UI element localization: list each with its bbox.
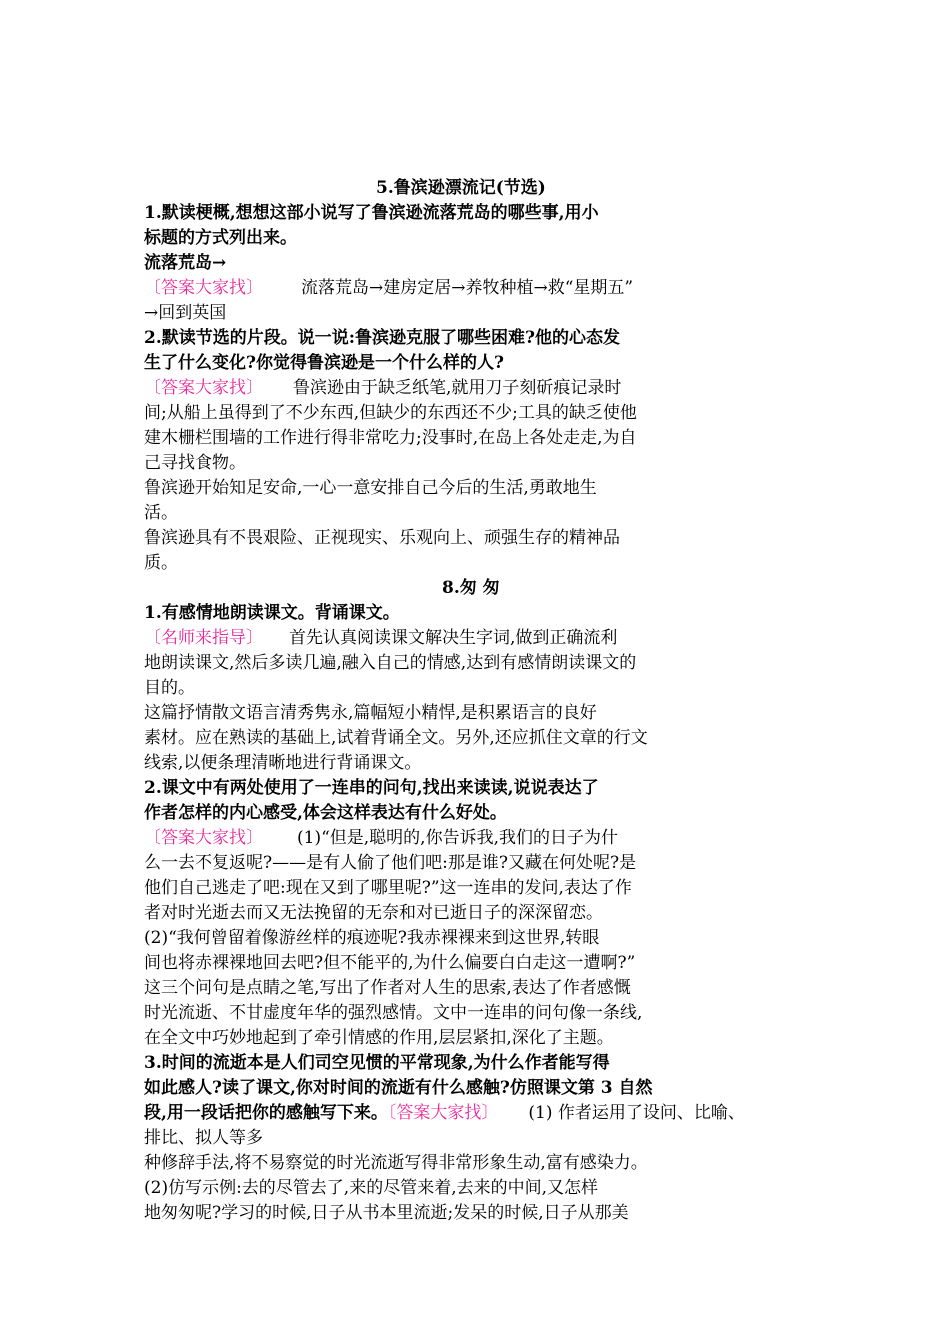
s2-answer-2-line-7: 这三个问句是点睛之笔,写出了作者对人生的思索,表达了作者感慨 — [144, 978, 631, 998]
guidance-line-5: 素材。应在熟读的基础上,试着背诵全文。另外,还应抓住文章的行文 — [144, 728, 648, 748]
s2-answer-2-line-3: 他们自己逃走了吧:现在又到了哪里呢?”这一连串的发问,表达了作 — [144, 878, 632, 898]
question-1-line-1: 1.默读梗概,想想这部小说写了鲁滨逊流落荒岛的哪些事,用小 — [144, 203, 599, 223]
s2-answer-2-line-2: 么一去不复返呢?——是有人偷了他们吧:那是谁?又藏在何处呢?是 — [144, 853, 637, 873]
answer-text: 鲁滨逊由于缺乏纸笔,就用刀子刻斫痕记录时 — [293, 378, 622, 398]
answer-2-line-7: 鲁滨逊具有不畏艰险、正视现实、乐观向上、顽强生存的精神品 — [144, 528, 620, 548]
guidance-line-3: 目的。 — [144, 678, 195, 698]
guidance-text: 首先认真阅读课文解决生字词,做到正确流利 — [289, 628, 618, 648]
s2-answer-2-line-5: (2)“我何曾留着像游丝样的痕迹呢?我赤裸裸来到这世界,转眼 — [144, 928, 600, 948]
answer-2-line-2: 间;从船上虽得到了不少东西,但缺少的东西还不少;工具的缺乏使他 — [144, 403, 637, 423]
guidance-line-2: 地朗读课文,然后多读几遍,融入自己的情感,达到有感情朗读课文的 — [144, 653, 637, 673]
s2-question-3-line-2: 如此感人?读了课文,你对时间的流逝有什么感触?仿照课文第 3 自然 — [144, 1078, 653, 1098]
answer-2-line-8: 质。 — [144, 553, 178, 573]
section-title-congcong: 8.匆 匆 — [442, 578, 500, 598]
s2-question-2-line-2: 作者怎样的内心感受,体会这样表达有什么好处。 — [144, 803, 507, 823]
s2-answer-3-line-4: (2)仿写示例:去的尽管去了,来的尽管来着,去来的中间,又怎样 — [144, 1178, 599, 1198]
s2-answer-2-line-1 — [144, 826, 618, 850]
s2-answer-2-line-8: 时光流逝、不甘虚度年华的强烈感情。文中一连串的问句像一条线, — [144, 1003, 643, 1023]
s2-answer-2-line-6: 间也将赤裸裸地回去吧?但不能平的,为什么偏要白白走这一遭啊?” — [144, 953, 636, 973]
guidance-line-4: 这篇抒情散文语言清秀隽永,篇幅短小精悍,是积累语言的良好 — [144, 703, 597, 723]
answer-2-line-1 — [144, 376, 621, 400]
answer-tag: 〔答案大家找〕 — [144, 378, 263, 398]
s2-question-3-line-1: 3.时间的流逝本是人们司空见惯的平常现象,为什么作者能写得 — [144, 1053, 610, 1073]
s2-answer-3-line-5: 地匆匆呢?学习的时候,日子从书本里流逝;发呆的时候,日子从那美 — [144, 1203, 629, 1223]
answer-1-line-1 — [144, 276, 633, 300]
answer-2-line-5: 鲁滨逊开始知足安命,一心一意安排自己今后的生活,勇敢地生 — [144, 478, 597, 498]
answer-2-line-6: 活。 — [144, 503, 178, 523]
answer-1-line-2: →回到英国 — [144, 303, 227, 323]
question-1-line-3: 流落荒岛→ — [144, 253, 227, 273]
s2-answer-3-line-2: 排比、拟人等多 — [144, 1128, 263, 1148]
question-text: 段,用一段话把你的感触写下来。 — [144, 1103, 388, 1123]
s2-answer-2-line-9: 在全文中巧妙地起到了牵引情感的作用,层层紧扣,深化了主题。 — [144, 1028, 614, 1048]
answer-2-line-3: 建木栅栏围墙的工作进行得非常吃力;没事时,在岛上各处走走,为自 — [144, 428, 637, 448]
guidance-tag: 〔名师来指导〕 — [144, 628, 263, 648]
answer-text: (1)“但是,聪明的,你告诉我,我们的日子为什 — [297, 828, 618, 848]
s2-question-3-line-3 — [144, 1101, 745, 1125]
question-2-line-1: 2.默读节选的片段。说一说:鲁滨逊克服了哪些困难?他的心态发 — [144, 328, 620, 348]
answer-tag: 〔答案大家找〕 — [387, 1103, 499, 1123]
answer-tag: 〔答案大家找〕 — [144, 828, 263, 848]
question-1-line-2: 标题的方式列出来。 — [144, 228, 297, 248]
answer-tag: 〔答案大家找〕 — [144, 278, 263, 298]
answer-2-line-4: 己寻找食物。 — [144, 453, 246, 473]
s2-answer-2-line-4: 者对时光逝去而又无法挽留的无奈和对已逝日子的深深留恋。 — [144, 903, 603, 923]
s2-question-1-line-1: 1.有感情地朗读课文。背诵课文。 — [144, 603, 400, 623]
question-2-line-2: 生了什么变化?你觉得鲁滨逊是一个什么样的人? — [144, 353, 504, 373]
guidance-line-6: 线索,以便条理清晰地进行背诵课文。 — [144, 753, 422, 773]
guidance-line-1 — [144, 626, 617, 650]
s2-question-2-line-1: 2.课文中有两处使用了一连串的问句,找出来读读,说说表达了 — [144, 778, 599, 798]
s2-answer-3-line-3: 种修辞手法,将不易察觉的时光流逝写得非常形象生动,富有感染力。 — [144, 1153, 648, 1173]
answer-text: 流落荒岛→建房定居→养牧种植→救“星期五” — [301, 278, 634, 298]
answer-text: (1) 作者运用了设问、比喻、 — [528, 1103, 745, 1123]
section-title-robinson: 5.鲁滨逊漂流记(节选) — [376, 178, 546, 198]
